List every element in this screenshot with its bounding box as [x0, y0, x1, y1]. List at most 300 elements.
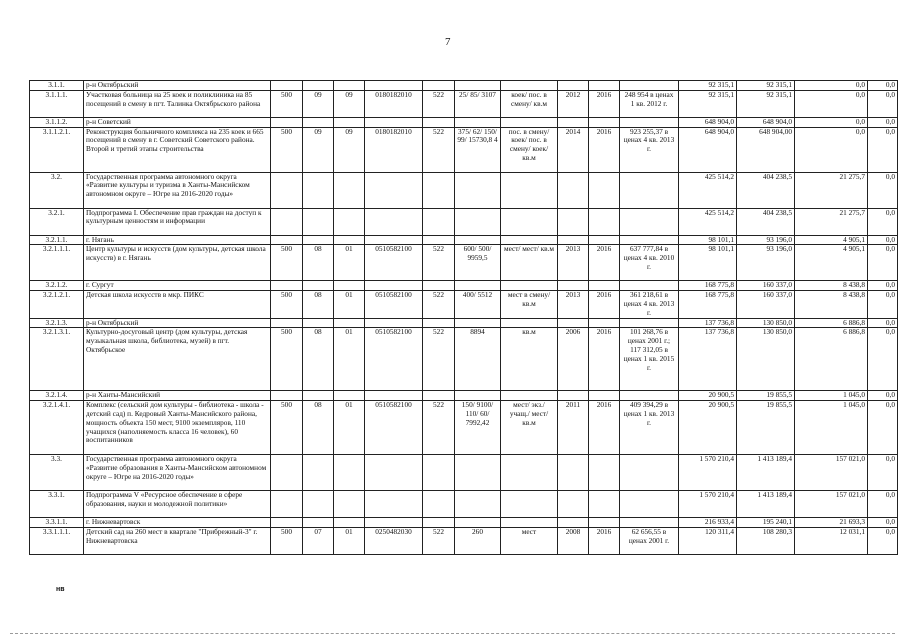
cell-v1: 168 775,8: [679, 281, 737, 291]
table-row: [30, 328, 898, 391]
cell-v1: 20 900,5: [679, 401, 737, 455]
cell-c5: 522: [423, 291, 455, 318]
cell-end: 2016: [589, 401, 620, 455]
cell-c4: 0510582100: [365, 245, 423, 281]
cell-unit: [501, 235, 558, 245]
cell-name: Центр культуры и искусств (дом культуры, детская школа искусств) в г. Нягань: [84, 245, 271, 281]
cell-v3: 0,0: [795, 81, 868, 91]
cell-v4: 0,0: [868, 518, 898, 528]
cell-c4: 0180182010: [365, 127, 423, 172]
cell-cost: 637 777,84 в ценах 4 кв. 2010 г.: [620, 245, 679, 281]
cell-c5: 522: [423, 245, 455, 281]
cell-v2: 93 196,0: [737, 235, 795, 245]
cell-c5: [423, 491, 455, 518]
cell-c5: [423, 318, 455, 328]
scan-border-line: [10, 633, 895, 634]
table-row: [30, 81, 898, 91]
cell-c2: 09: [303, 90, 334, 117]
cell-capacity: 400/ 5512: [455, 291, 501, 318]
cell-v2: 92 315,1: [737, 90, 795, 117]
cell-c2: [303, 391, 334, 401]
table-row: [30, 127, 898, 172]
cell-v1: 137 736,8: [679, 318, 737, 328]
table-row: [30, 245, 898, 281]
cell-c3: 01: [334, 245, 365, 281]
cell-unit: кв.м: [501, 328, 558, 391]
cell-v3: 0,0: [795, 90, 868, 117]
cell-start: [558, 208, 589, 235]
cell-start: 2008: [558, 527, 589, 554]
cell-v4: 0,0: [868, 172, 898, 208]
cell-c3: [334, 235, 365, 245]
cell-c2: [303, 235, 334, 245]
cell-v3: 8 438,8: [795, 291, 868, 318]
cell-code: 3.2.1.1.1.: [30, 245, 84, 281]
cell-end: 2016: [589, 127, 620, 172]
budget-table: [29, 80, 898, 555]
cell-end: [589, 172, 620, 208]
cell-start: 2012: [558, 90, 589, 117]
cell-c2: [303, 117, 334, 127]
cell-code: 3.2.1.2.: [30, 281, 84, 291]
cell-name: Детский сад на 260 мест в квартале "Прибрежный-3" г. Нижневартовска: [84, 527, 271, 554]
cell-end: 2016: [589, 245, 620, 281]
cell-name: р-н Советский: [84, 117, 271, 127]
cell-cost: 923 255,37 в ценах 4 кв. 2013 г.: [620, 127, 679, 172]
cell-unit: [501, 391, 558, 401]
cell-c5: [423, 235, 455, 245]
cell-end: [589, 455, 620, 491]
table-row: [30, 518, 898, 528]
cell-v3: 157 021,0: [795, 455, 868, 491]
cell-capacity: [455, 518, 501, 528]
cell-c5: 522: [423, 527, 455, 554]
cell-c1: [271, 281, 303, 291]
cell-c2: [303, 172, 334, 208]
cell-end: [589, 491, 620, 518]
cell-end: [589, 235, 620, 245]
cell-name: Государственная программа автономного округа «Развитие культуры и туризма в Ханты-Мансийском автономном округе – Югре на 2016-2020 годы»: [84, 172, 271, 208]
cell-cost: 62 656,55 в ценах 2001 г.: [620, 527, 679, 554]
cell-v1: 137 736,8: [679, 328, 737, 391]
cell-c5: 522: [423, 401, 455, 455]
cell-c2: 09: [303, 127, 334, 172]
cell-v3: 0,0: [795, 117, 868, 127]
cell-name: Подпрограмма I. Обеспечение прав граждан на доступ к культурным ценностям и информации: [84, 208, 271, 235]
cell-c4: 0180182010: [365, 90, 423, 117]
cell-name: г. Нягань: [84, 235, 271, 245]
cell-v4: 0,0: [868, 291, 898, 318]
cell-capacity: 600/ 500/ 9959,5: [455, 245, 501, 281]
cell-v1: 216 933,4: [679, 518, 737, 528]
cell-cost: [620, 518, 679, 528]
cell-v3: 1 045,0: [795, 391, 868, 401]
cell-v2: 404 238,5: [737, 208, 795, 235]
cell-name: р-н Октябрьский: [84, 81, 271, 91]
cell-c3: 09: [334, 90, 365, 117]
cell-v3: 157 021,0: [795, 491, 868, 518]
cell-v4: 0,0: [868, 81, 898, 91]
cell-name: Культурно-досуговый центр (дом культуры, детская музыкальная школа, библиотека, музей) в пгт. Октябрьское: [84, 328, 271, 391]
cell-capacity: [455, 81, 501, 91]
cell-unit: [501, 491, 558, 518]
cell-cost: 361 218,61 в ценах 4 кв. 2013 г.: [620, 291, 679, 318]
cell-capacity: 150/ 9100/ 110/ 60/ 7992,42: [455, 401, 501, 455]
cell-c4: [365, 491, 423, 518]
cell-cost: [620, 455, 679, 491]
cell-start: 2013: [558, 291, 589, 318]
cell-cost: [620, 117, 679, 127]
cell-c4: [365, 281, 423, 291]
cell-c2: 08: [303, 401, 334, 455]
cell-c1: [271, 518, 303, 528]
cell-start: 2006: [558, 328, 589, 391]
cell-v1: 98 101,1: [679, 235, 737, 245]
cell-capacity: 8894: [455, 328, 501, 391]
cell-v1: 1 570 210,4: [679, 455, 737, 491]
cell-end: 2016: [589, 90, 620, 117]
cell-name: Детская школа искусств в мкр. ПИКС: [84, 291, 271, 318]
cell-end: [589, 281, 620, 291]
cell-end: [589, 81, 620, 91]
cell-end: [589, 117, 620, 127]
cell-capacity: [455, 491, 501, 518]
cell-end: [589, 391, 620, 401]
cell-c1: [271, 81, 303, 91]
cell-v4: 0,0: [868, 401, 898, 455]
cell-c3: 01: [334, 527, 365, 554]
cell-c4: [365, 117, 423, 127]
cell-cost: [620, 391, 679, 401]
cell-code: 3.2.1.1.: [30, 235, 84, 245]
cell-c3: [334, 172, 365, 208]
cell-name: Подпрограмма V «Ресурсное обеспечение в сфере образования, науки и молодежной политики»: [84, 491, 271, 518]
cell-c3: 01: [334, 328, 365, 391]
footer-mark: нв: [56, 586, 65, 593]
cell-c4: [365, 172, 423, 208]
cell-c3: [334, 391, 365, 401]
cell-c2: [303, 518, 334, 528]
cell-c3: [334, 491, 365, 518]
cell-c5: [423, 117, 455, 127]
cell-c3: [334, 208, 365, 235]
cell-unit: [501, 172, 558, 208]
cell-c3: [334, 281, 365, 291]
cell-v3: 21 275,7: [795, 208, 868, 235]
cell-v3: 1 045,0: [795, 401, 868, 455]
cell-capacity: [455, 117, 501, 127]
cell-c4: [365, 391, 423, 401]
cell-v3: 4 905,1: [795, 235, 868, 245]
cell-v3: 0,0: [795, 127, 868, 172]
cell-unit: [501, 318, 558, 328]
cell-end: [589, 318, 620, 328]
cell-capacity: [455, 281, 501, 291]
cell-code: 3.3.1.1.: [30, 518, 84, 528]
cell-v1: 20 900,5: [679, 391, 737, 401]
cell-capacity: 375/ 62/ 150/ 99/ 15730,8 4: [455, 127, 501, 172]
cell-c4: [365, 81, 423, 91]
cell-cost: [620, 281, 679, 291]
cell-v4: 0,0: [868, 127, 898, 172]
cell-c1: [271, 235, 303, 245]
table-row: [30, 172, 898, 208]
cell-v4: 0,0: [868, 527, 898, 554]
cell-v1: 168 775,8: [679, 291, 737, 318]
cell-end: 2016: [589, 527, 620, 554]
cell-unit: пос. в смену/ коек/ пос. в смену/ коек/ кв.м: [501, 127, 558, 172]
cell-c5: 522: [423, 328, 455, 391]
cell-v2: 93 196,0: [737, 245, 795, 281]
cell-start: [558, 518, 589, 528]
cell-code: 3.2.1.4.: [30, 391, 84, 401]
cell-capacity: 260: [455, 527, 501, 554]
cell-start: [558, 391, 589, 401]
cell-v4: 0,0: [868, 235, 898, 245]
cell-c5: [423, 391, 455, 401]
cell-c4: [365, 235, 423, 245]
cell-code: 3.2.1.4.1.: [30, 401, 84, 455]
cell-v1: 648 904,0: [679, 117, 737, 127]
cell-v1: 98 101,1: [679, 245, 737, 281]
cell-c1: [271, 391, 303, 401]
cell-v4: 0,0: [868, 491, 898, 518]
cell-cost: [620, 235, 679, 245]
cell-v2: 648 904,0: [737, 117, 795, 127]
cell-name: Комплекс (сельский дом культуры - библиотека - школа - детский сад) п. Кедровый Ханты-Мансийского района, мощность объекта 150 мест, 9100 экземпляров, 110 учащихся (наполняемость класса 16 человек), 60 воспитанников: [84, 401, 271, 455]
cell-unit: мест/ экз./ учащ./ мест/ кв.м: [501, 401, 558, 455]
cell-cost: [620, 318, 679, 328]
cell-c4: [365, 318, 423, 328]
cell-name: р-н Октябрьский: [84, 318, 271, 328]
cell-v1: 425 514,2: [679, 208, 737, 235]
cell-start: 2013: [558, 245, 589, 281]
cell-c4: [365, 518, 423, 528]
cell-v2: 130 850,0: [737, 318, 795, 328]
cell-code: 3.3.1.1.1.: [30, 527, 84, 554]
cell-c2: 08: [303, 291, 334, 318]
cell-v3: 8 438,8: [795, 281, 868, 291]
table-row: [30, 491, 898, 518]
cell-c2: 08: [303, 328, 334, 391]
cell-v4: 0,0: [868, 281, 898, 291]
cell-code: 3.2.1.3.: [30, 318, 84, 328]
cell-name: г. Сургут: [84, 281, 271, 291]
cell-start: [558, 81, 589, 91]
cell-unit: [501, 81, 558, 91]
cell-c1: [271, 455, 303, 491]
cell-v1: 1 570 210,4: [679, 491, 737, 518]
cell-code: 3.2.1.3.1.: [30, 328, 84, 391]
cell-v2: 130 850,0: [737, 328, 795, 391]
cell-c3: [334, 455, 365, 491]
cell-c1: 500: [271, 90, 303, 117]
table-row: [30, 527, 898, 554]
cell-start: [558, 455, 589, 491]
cell-c2: 07: [303, 527, 334, 554]
table-row: [30, 391, 898, 401]
cell-cost: 248 954 в ценах 1 кв. 2012 г.: [620, 90, 679, 117]
cell-c5: [423, 208, 455, 235]
cell-start: [558, 491, 589, 518]
cell-c1: [271, 117, 303, 127]
cell-capacity: [455, 208, 501, 235]
cell-code: 3.1.1.2.1.: [30, 127, 84, 172]
cell-start: [558, 117, 589, 127]
cell-v2: 404 238,5: [737, 172, 795, 208]
cell-name: Реконструкция больничного комплекса на 235 коек и 665 посещений в смену в г. Советский Советского района. Второй и третий этапы строительства: [84, 127, 271, 172]
cell-c1: [271, 208, 303, 235]
table-row: [30, 318, 898, 328]
cell-c3: [334, 81, 365, 91]
cell-c5: 522: [423, 127, 455, 172]
cell-c2: [303, 208, 334, 235]
cell-v2: 19 855,5: [737, 391, 795, 401]
cell-start: [558, 172, 589, 208]
cell-v3: 21 275,7: [795, 172, 868, 208]
cell-v4: 0,0: [868, 318, 898, 328]
cell-c1: [271, 491, 303, 518]
cell-unit: [501, 518, 558, 528]
cell-capacity: [455, 318, 501, 328]
cell-start: 2011: [558, 401, 589, 455]
cell-c4: [365, 455, 423, 491]
cell-end: 2016: [589, 291, 620, 318]
cell-c1: 500: [271, 291, 303, 318]
cell-c3: [334, 117, 365, 127]
table-row: [30, 455, 898, 491]
cell-capacity: [455, 455, 501, 491]
cell-c1: 500: [271, 527, 303, 554]
cell-v3: 4 905,1: [795, 245, 868, 281]
cell-v2: 160 337,0: [737, 291, 795, 318]
cell-unit: [501, 281, 558, 291]
cell-c2: [303, 491, 334, 518]
cell-cost: [620, 491, 679, 518]
cell-v4: 0,0: [868, 328, 898, 391]
table-row: [30, 117, 898, 127]
cell-c5: [423, 518, 455, 528]
cell-c1: [271, 318, 303, 328]
cell-name: Участковая больница на 25 коек и поликлиника на 85 посещений в смену в пгт. Талинка Октябрьского района: [84, 90, 271, 117]
cell-code: 3.2.: [30, 172, 84, 208]
table-row: [30, 208, 898, 235]
cell-cost: [620, 172, 679, 208]
cell-v4: 0,0: [868, 245, 898, 281]
cell-c5: 522: [423, 90, 455, 117]
cell-c1: [271, 172, 303, 208]
cell-c4: 0510582100: [365, 401, 423, 455]
cell-c5: [423, 81, 455, 91]
cell-start: [558, 281, 589, 291]
cell-v4: 0,0: [868, 90, 898, 117]
cell-v1: 92 315,1: [679, 90, 737, 117]
cell-v2: 195 240,1: [737, 518, 795, 528]
cell-capacity: 25/ 85/ 3107: [455, 90, 501, 117]
cell-v4: 0,0: [868, 117, 898, 127]
page-number: 7: [445, 36, 451, 48]
cell-c1: 500: [271, 328, 303, 391]
cell-end: 2016: [589, 328, 620, 391]
cell-code: 3.1.1.: [30, 81, 84, 91]
cell-code: 3.1.1.1.: [30, 90, 84, 117]
cell-v1: 648 904,0: [679, 127, 737, 172]
cell-v4: 0,0: [868, 455, 898, 491]
cell-v2: 108 280,3: [737, 527, 795, 554]
cell-v1: 92 315,1: [679, 81, 737, 91]
cell-c3: 01: [334, 401, 365, 455]
cell-v3: 12 031,1: [795, 527, 868, 554]
cell-end: [589, 518, 620, 528]
cell-end: [589, 208, 620, 235]
cell-v2: 648 904,00: [737, 127, 795, 172]
cell-c4: 0510582100: [365, 291, 423, 318]
cell-name: г. Нижневартовск: [84, 518, 271, 528]
cell-unit: мест в смену/ кв.м: [501, 291, 558, 318]
cell-v2: 19 855,5: [737, 401, 795, 455]
cell-c4: [365, 208, 423, 235]
table-row: [30, 281, 898, 291]
cell-code: 3.3.1.: [30, 491, 84, 518]
cell-c3: [334, 518, 365, 528]
cell-unit: [501, 208, 558, 235]
cell-unit: мест/ мест/ кв.м: [501, 245, 558, 281]
table-row: [30, 235, 898, 245]
cell-cost: [620, 81, 679, 91]
cell-name: р-н Ханты-Мансийский: [84, 391, 271, 401]
cell-code: 3.1.1.2.: [30, 117, 84, 127]
cell-c1: 500: [271, 245, 303, 281]
cell-unit: мест: [501, 527, 558, 554]
cell-c1: 500: [271, 127, 303, 172]
cell-c2: [303, 318, 334, 328]
cell-c1: 500: [271, 401, 303, 455]
table-row: [30, 291, 898, 318]
cell-unit: [501, 455, 558, 491]
cell-cost: 101 268,76 в ценах 2001 г.; 117 312,05 в ценах 1 кв. 2015 г.: [620, 328, 679, 391]
cell-cost: [620, 208, 679, 235]
table-row: [30, 401, 898, 455]
cell-v2: 160 337,0: [737, 281, 795, 291]
cell-unit: [501, 117, 558, 127]
cell-v3: 6 886,8: [795, 328, 868, 391]
cell-c4: 0250482030: [365, 527, 423, 554]
cell-code: 3.2.1.: [30, 208, 84, 235]
cell-v1: 425 514,2: [679, 172, 737, 208]
cell-cost: 409 394,29 в ценах 1 кв. 2013 г.: [620, 401, 679, 455]
cell-capacity: [455, 172, 501, 208]
cell-unit: коек/ пос. в смену/ кв.м: [501, 90, 558, 117]
cell-v2: 1 413 189,4: [737, 455, 795, 491]
cell-c2: [303, 81, 334, 91]
cell-v2: 92 315,1: [737, 81, 795, 91]
cell-v3: 21 693,3: [795, 518, 868, 528]
cell-code: 3.2.1.2.1.: [30, 291, 84, 318]
cell-capacity: [455, 235, 501, 245]
cell-start: [558, 235, 589, 245]
cell-v1: 120 311,4: [679, 527, 737, 554]
cell-v4: 0,0: [868, 208, 898, 235]
cell-capacity: [455, 391, 501, 401]
cell-start: 2014: [558, 127, 589, 172]
cell-c5: [423, 455, 455, 491]
cell-code: 3.3.: [30, 455, 84, 491]
cell-c3: [334, 318, 365, 328]
cell-c3: 09: [334, 127, 365, 172]
cell-c3: 01: [334, 291, 365, 318]
table-row: [30, 90, 898, 117]
cell-v4: 0,0: [868, 391, 898, 401]
